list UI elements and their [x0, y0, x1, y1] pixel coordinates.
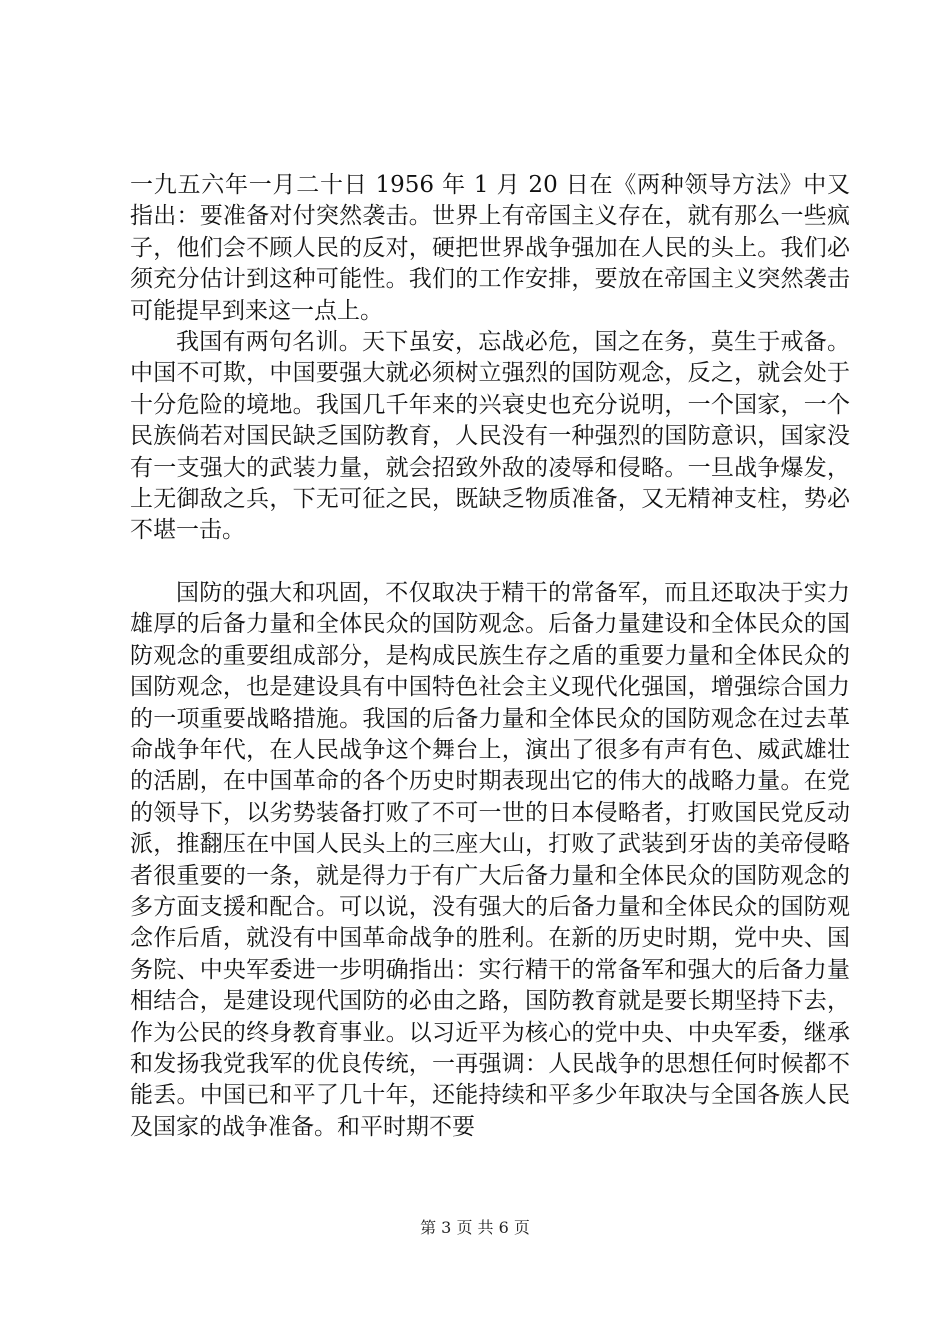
paragraph-2: 我国有两句名训。天下虽安，忘战必危，国之在务，莫生于戒备。中国不可欺，中国要强大就必须树立强烈的国防观念，反之，就会处于十分危险的境地。我国几千年来的兴衰史也充分说明，一个国家，一个民族倘若对国民缺乏国防教育，人民没有一种强烈的国防意识，国家没有一支强大的武装力量，就会招致外敌的凌辱和侵略。一旦战争爆发，上无御敌之兵，下无可征之民，既缺乏物质准备，又无精神支柱，势必不堪一击。	[130, 329, 850, 544]
page-number-footer: 第 3 页 共 6 页	[420, 1218, 530, 1237]
paragraph-3: 国防的强大和巩固，不仅取决于精干的常备军，而且还取决于实力雄厚的后备力量和全体民众的国防观念。后备力量建设和全体民众的国防观念的重要组成部分，是构成民族生存之盾的重要力量和全体民众的国防观念，也是建设具有中国特色社会主义现代化强国，增强综合国力的一项重要战略措施。我国的后备力量和全体民众的国防观念在过去革命战争年代，在人民战争这个舞台上，演出了很多有声有色、威武雄壮的活剧，在中国革命的各个历史时期表现出它的伟大的战略力量。在党的领导下，以劣势装备打败了不可一世的日本侵略者，打败国民党反动派，推翻压在中国人民头上的三座大山，打败了武装到牙齿的美帝侵略者很重要的一条，就是得力于有广大后备力量和全体民众的国防观念的多方面支援和配合。可以说，没有强大的后备力量和全体民众的国防观念作后盾，就没有中国革命战争的胜利。在新的历史时期，党中央、国务院、中央军委进一步明确指出：实行精干的常备军和强大的后备力量相结合，是建设现代国防的必由之路，国防教育就是要长期坚持下去，作为公民的终身教育事业。以习近平为核心的党中央、中央军委，继承和发扬我党我军的优良传统，一再强调：人民战争的思想任何时候都不能丢。中国已和平了几十年，还能持续和平多少年取决与全国各族人民及国家的战争准备。和平时期不要	[130, 579, 850, 1140]
paragraph-1: 一九五六年一月二十日 1956 年 1 月 20 日在《两种领导方法》中又指出：要准备对付突然袭击。世界上有帝国主义存在，就有那么一些疯子，他们会不顾人民的反对，硬把世界战争强加在人民的头上。我们必须充分估计到这种可能性。我们的工作安排，要放在帝国主义突然袭击可能提早到来这一点上。	[130, 172, 850, 324]
document-body	[130, 170, 850, 1143]
paragraph-gap	[130, 547, 850, 578]
